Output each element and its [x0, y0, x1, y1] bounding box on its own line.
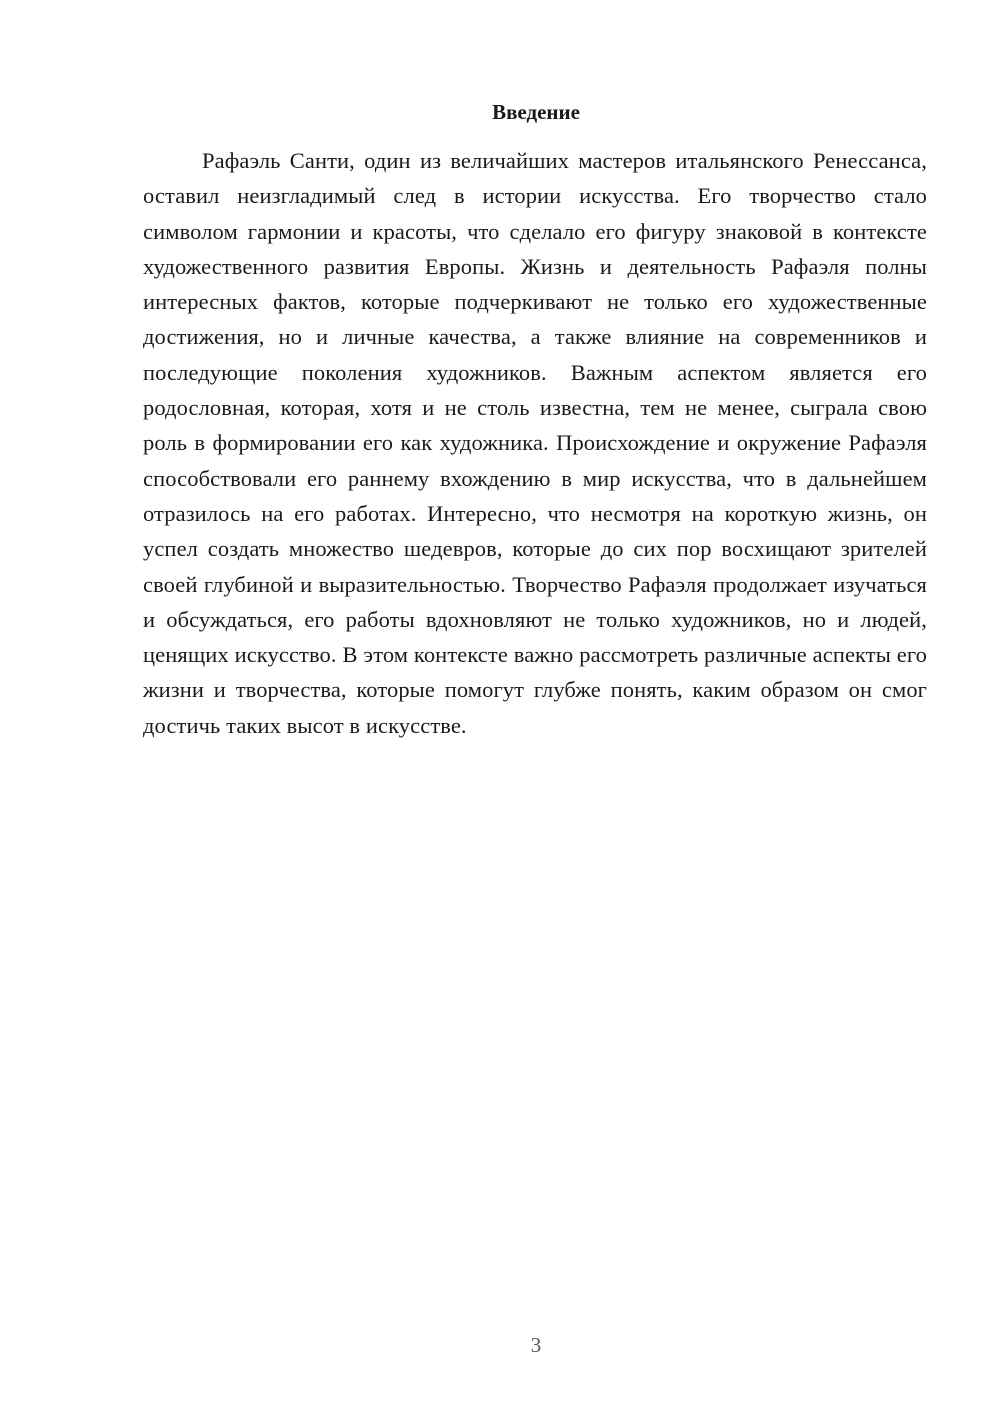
- page-number: 3: [530, 1333, 542, 1357]
- section-heading: Введение: [492, 100, 580, 124]
- body-paragraph: Рафаэль Санти, один из величайших мастеров итальянского Ренессанса, оставил неизгладимый след в истории искусства. Его творчество стало символом гармонии и красоты, что сделало его фигуру знаковой в контексте художественного развития Европы. Жизнь и деятельность Рафаэля полны интересных фактов, которые подчеркивают не только его художественные достижения, но и личные качества, а также влияние на современников и последующие поколения художников. Важным аспектом является его родословная, которая, хотя и не столь известна, тем не менее, сыграла свою роль в формировании его как художника. Происхождение и окружение Рафаэля способствовали его раннему вхождению в мир искусства, что в дальнейшем отразилось на его работах. Интересно, что несмотря на короткую жизнь, он успел создать множество шедевров, которые до сих пор восхищают зрителей своей глубиной и выразительностью. Творчество Рафаэля продолжает изучаться и обсуждаться, его работы вдохновляют не только художников, но и людей, ценящих искусство. В этом контексте важно рассмотреть различные аспекты его жизни и творчества, которые помогут глубже понять, каким образом он смог достичь таких высот в искусстве.: [143, 148, 927, 738]
